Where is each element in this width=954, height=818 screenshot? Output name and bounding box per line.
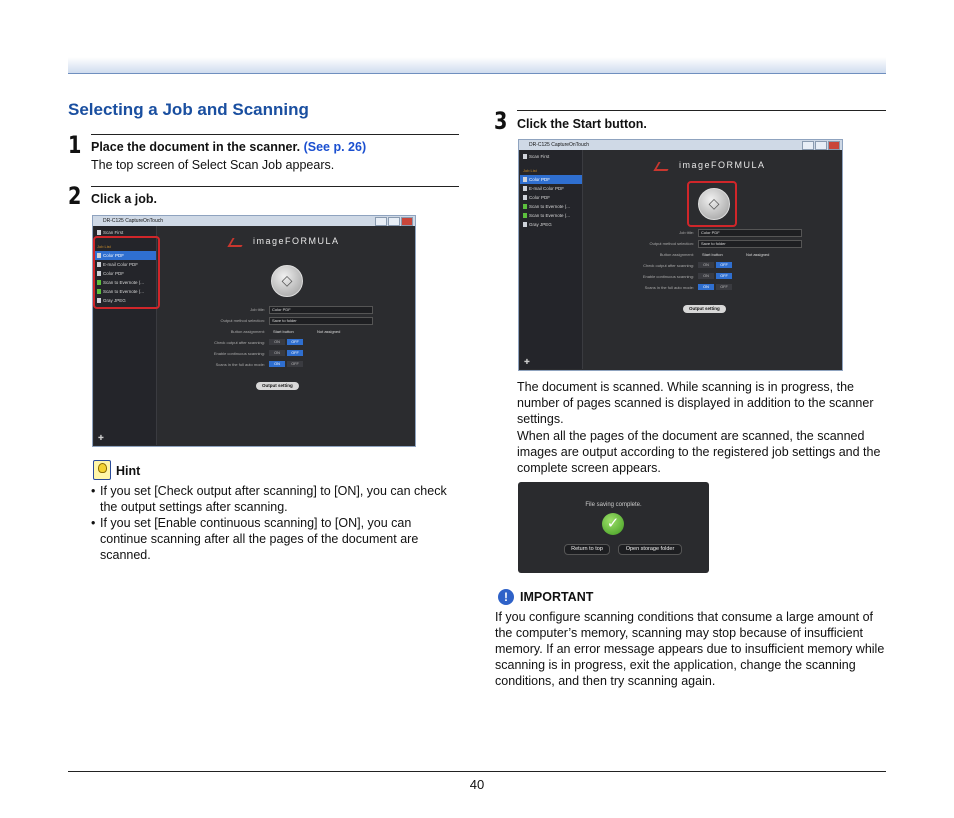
app-logo: imageFORMULA [679, 160, 766, 170]
job-group-label: Job List [97, 244, 111, 249]
scan-first-item[interactable]: Scan First [94, 228, 156, 237]
output-select[interactable]: Save to folder [698, 240, 802, 248]
step-3-rule [517, 110, 886, 111]
fullauto-on-toggle[interactable]: ON [698, 284, 714, 290]
assign-label: Button assignment: [659, 252, 694, 257]
continuous-off-toggle[interactable]: OFF [287, 350, 303, 356]
job-item[interactable]: Scan to Evernote (... [94, 287, 156, 296]
step-3-paragraph-2: When all the pages of the document are scanned, the scanned images are output according to the registered job settings and the complete screen appears. [517, 429, 881, 475]
job-list-highlight [93, 236, 160, 309]
complete-message: File saving complete. [585, 502, 642, 508]
window-controls [375, 217, 413, 226]
maximize-icon [388, 217, 400, 226]
fullauto-on-toggle[interactable]: ON [269, 361, 285, 367]
step-2-number: 2 [68, 182, 82, 210]
logo-mark-icon [653, 162, 672, 171]
check-label: Check output after scanning: [643, 263, 694, 268]
step-1-rule [91, 134, 459, 135]
job-sidebar [520, 150, 583, 369]
assign-none-option[interactable]: Not assigned [746, 252, 770, 257]
job-group-label: Job List [523, 168, 537, 173]
return-to-top-button[interactable]: Return to top [564, 544, 610, 555]
output-select[interactable]: Save to folder [269, 317, 373, 325]
output-setting-button[interactable]: Output setting [256, 382, 299, 390]
see-page-link[interactable]: (See p. 26) [303, 140, 367, 154]
job-item[interactable]: Color PDF [94, 269, 156, 278]
assign-none-option[interactable]: Not assigned [317, 329, 341, 334]
job-item[interactable]: Gray JPEG [94, 296, 156, 305]
check-on-toggle[interactable]: ON [698, 262, 714, 268]
app-logo: imageFORMULA [253, 236, 340, 246]
hint-title: Hint [116, 464, 141, 478]
minimize-icon [375, 217, 387, 226]
job-title-label: Job title: [250, 307, 265, 312]
job-item[interactable]: Gray JPEG [520, 220, 582, 229]
maximize-icon [815, 141, 827, 150]
continuous-label: Enable continuous scanning: [213, 351, 265, 356]
check-icon: ✓ [602, 513, 624, 535]
job-title-label: Job title: [679, 230, 694, 235]
important-icon: ! [498, 589, 514, 605]
step-3-heading: Click the Start button. [517, 117, 647, 131]
output-setting-button[interactable]: Output setting [683, 305, 726, 313]
job-item[interactable]: E-mail Color PDF [94, 260, 156, 269]
step-1-number: 1 [68, 131, 82, 159]
start-button-highlight [687, 181, 737, 227]
step-3-number: 3 [494, 107, 508, 135]
hint-bullet: • If you set [Check output after scanning] to [ON], you can check the output settings after scanning. [90, 483, 460, 515]
important-title: IMPORTANT [520, 590, 594, 604]
add-job-icon[interactable]: ✚ [524, 359, 530, 366]
minimize-icon [802, 141, 814, 150]
step-2-heading: Click a job. [91, 192, 157, 206]
window-title: DR-C125 CaptureOnTouch [519, 140, 842, 150]
job-item[interactable]: E-mail Color PDF [520, 184, 582, 193]
add-job-icon[interactable]: ✚ [98, 435, 104, 442]
assign-start-option[interactable]: Start button [702, 252, 723, 257]
assign-label: Button assignment: [230, 329, 265, 334]
window-controls [802, 141, 840, 150]
page-number: 40 [469, 777, 485, 792]
close-icon [401, 217, 413, 226]
job-item[interactable]: Scan to Evernote (... [520, 202, 582, 211]
header-band [68, 57, 886, 74]
continuous-on-toggle[interactable]: ON [269, 350, 285, 356]
app-screenshot-start [518, 139, 843, 371]
step-3-paragraph-1: The document is scanned. While scanning is in progress, the number of pages scanned is displayed in addition to the scanner settings. [517, 380, 874, 426]
assign-start-option[interactable]: Start button [273, 329, 294, 334]
fullauto-label: Scans in the full auto mode: [215, 362, 265, 367]
important-text: If you configure scanning conditions that consume a large amount of the computer’s memory, scanning may stop because of insufficient memory. If an error message appears due to insufficient memory while scanning is in progress, exit the application, change the scanning conditions, and then try scanning again. [495, 610, 885, 688]
step-1-heading-text: Place the document in the scanner. [91, 140, 301, 154]
start-button[interactable] [271, 265, 303, 297]
output-label: Output method selection: [220, 318, 265, 323]
continuous-off-toggle[interactable]: OFF [716, 273, 732, 279]
continuous-on-toggle[interactable]: ON [698, 273, 714, 279]
job-item[interactable]: Color PDF [520, 175, 582, 184]
footer-rule [68, 771, 886, 772]
scan-first-item[interactable]: Scan First [520, 152, 582, 161]
step-1-text: The top screen of Select Scan Job appears. [91, 158, 335, 172]
job-item[interactable]: Color PDF [520, 193, 582, 202]
step-1-heading [91, 140, 366, 154]
job-item[interactable]: Scan to Evernote (... [94, 278, 156, 287]
continuous-label: Enable continuous scanning: [642, 274, 694, 279]
complete-screenshot [518, 482, 709, 573]
fullauto-off-toggle[interactable]: OFF [287, 361, 303, 367]
window-title: DR-C125 CaptureOnTouch [93, 216, 415, 226]
check-off-toggle[interactable]: OFF [287, 339, 303, 345]
fullauto-label: Scans in the full auto mode: [644, 285, 694, 290]
check-on-toggle[interactable]: ON [269, 339, 285, 345]
hint-bullet: • If you set [Enable continuous scanning] to [ON], you can continue scanning after all the pages of the document are scanned. [90, 515, 460, 563]
close-icon [828, 141, 840, 150]
job-item[interactable]: Scan to Evernote (... [520, 211, 582, 220]
job-title-field[interactable]: Color PDF [269, 306, 373, 314]
step-2-rule [91, 186, 459, 187]
job-item[interactable]: Color PDF [94, 251, 156, 260]
check-off-toggle[interactable]: OFF [716, 262, 732, 268]
hint-bullets [90, 483, 460, 563]
fullauto-off-toggle[interactable]: OFF [716, 284, 732, 290]
job-title-field[interactable]: Color PDF [698, 229, 802, 237]
check-label: Check output after scanning: [214, 340, 265, 345]
hint-icon [93, 460, 111, 480]
logo-mark-icon [227, 238, 246, 247]
section-title: Selecting a Job and Scanning [68, 100, 309, 119]
output-label: Output method selection: [649, 241, 694, 246]
open-storage-folder-button[interactable]: Open storage folder [618, 544, 682, 555]
